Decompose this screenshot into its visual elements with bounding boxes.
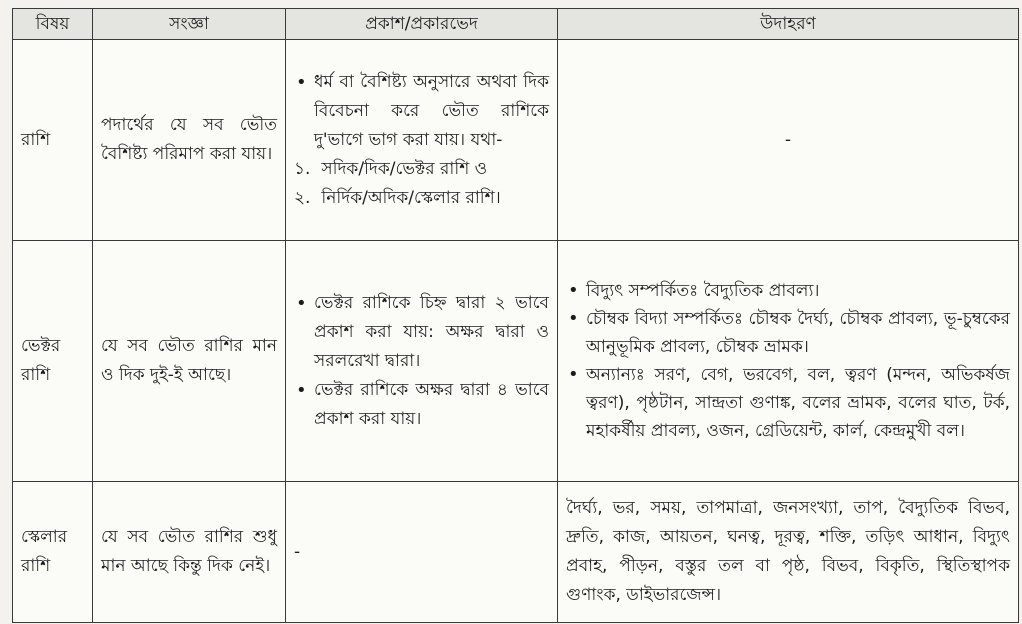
list-item: • বিদ্যুৎ সম্পর্কিতঃ বৈদ্যুতিক প্রাবল্য।	[586, 277, 1010, 305]
definition-cell: যে সব ভৌত রাশির শুধু মান আছে কিন্তু দিক নেই।	[93, 482, 286, 623]
expression-cell: -	[286, 482, 558, 623]
table-row-vector	[13, 241, 1019, 482]
expression-list	[294, 289, 549, 434]
list-item: • ধর্ম বা বৈশিষ্ট্য অনুসারে অথবা দিক বিবেচনা করে ভৌত রাশিকে দু'ভাগে ভাগ করা যায়। যথা-	[314, 68, 549, 155]
definition-cell: পদার্থের যে সব ভৌত বৈশিষ্ট্য পরিমাপ করা যায়।	[93, 40, 286, 241]
expression-cell	[286, 241, 558, 482]
physics-quantity-table	[12, 8, 1019, 623]
expression-list	[294, 68, 549, 155]
expression-cell	[286, 40, 558, 241]
list-item	[294, 184, 549, 213]
header-row	[13, 9, 1019, 40]
classification-list	[294, 155, 549, 213]
example-list	[566, 277, 1010, 445]
list-item: • চৌম্বক বিদ্যা সম্পর্কিতঃ চৌম্বক দৈর্ঘ্য, চৌম্বক প্রাবল্য, ভূ-চুম্বকের আনুভূমিক প্রাবল্য, চৌম্বক ভ্রামক।	[586, 305, 1010, 361]
table-row-scalar	[13, 482, 1019, 623]
subject-cell: রাশি	[13, 40, 93, 241]
example-cell: দৈর্ঘ্য, ভর, সময়, তাপমাত্রা, জনসংখ্যা, তাপ, বৈদ্যুতিক বিভব, দ্রুতি, কাজ, আয়তন, ঘনত্ব, দূরত্ব, শক্তি, তড়িৎ আধান, বিদ্যুৎ প্রবাহ, পীড়ন, বস্তুর তল বা পৃষ্ঠ, বিভব, বিকৃতি, স্থিতিস্থাপক গুণাংক, ডাইভারজেন্স।	[558, 482, 1019, 623]
header-subject: বিষয়	[13, 9, 93, 40]
subject-cell: ভেক্টর রাশি	[13, 241, 93, 482]
example-cell	[558, 241, 1019, 482]
example-cell: -	[558, 40, 1019, 241]
list-item: • অন্যান্যঃ সরণ, বেগ, ভরবেগ, বল, ত্বরণ (মন্দন, অভিকর্ষজ ত্বরণ), পৃষ্ঠটান, সান্দ্রতা গুণাঙ্ক, বলের ভ্রামক, বলের ঘাত, টর্ক, মহাকর্ষীয় প্রাবল্য, ওজন, গ্রেডিয়েন্ট, কার্ল, কেন্দ্রমুখী বল।	[586, 361, 1010, 445]
item-number: ২.	[294, 187, 311, 208]
item-text: নির্দিক/অদিক/স্কেলার রাশি।	[321, 187, 501, 208]
subject-cell: স্কেলার রাশি	[13, 482, 93, 623]
list-item: • ভেক্টর রাশিকে অক্ষর দ্বারা ৪ ভাবে প্রকাশ করা যায়।	[314, 376, 549, 434]
list-item: • ভেক্টর রাশিকে চিহ্ন দ্বারা ২ ভাবে প্রকাশ করা যায়: অক্ষর দ্বারা ও সরলরেখা দ্বারা।	[314, 289, 549, 376]
table-row-quantity	[13, 40, 1019, 241]
header-expression: প্রকাশ/প্রকারভেদ	[286, 9, 558, 40]
list-item	[294, 155, 549, 184]
item-number: ১.	[294, 158, 311, 179]
header-example: উদাহরণ	[558, 9, 1019, 40]
item-text: সদিক/দিক/ভেক্টর রাশি ও	[321, 158, 488, 179]
definition-cell: যে সব ভৌত রাশির মান ও দিক দুই-ই আছে।	[93, 241, 286, 482]
header-definition: সংজ্ঞা	[93, 9, 286, 40]
